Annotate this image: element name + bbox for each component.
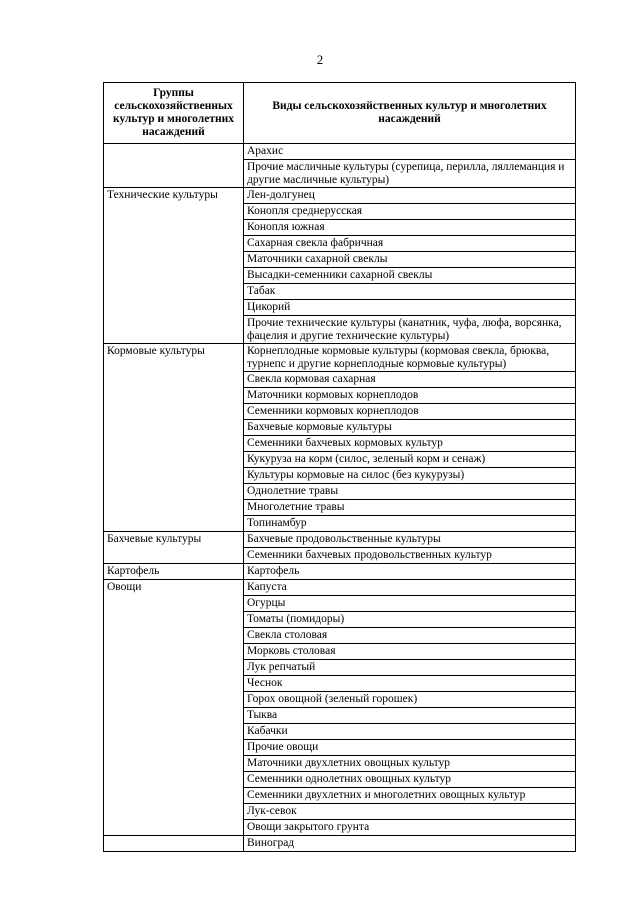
crop-cell: Лен-долгунец bbox=[244, 188, 576, 204]
crop-cell: Топинамбур bbox=[244, 516, 576, 532]
crop-cell: Табак bbox=[244, 284, 576, 300]
crop-cell: Высадки-семенники сахарной свеклы bbox=[244, 268, 576, 284]
crop-cell: Морковь столовая bbox=[244, 644, 576, 660]
table-row bbox=[104, 836, 576, 852]
crop-cell: Бахчевые продовольственные культуры bbox=[244, 532, 576, 548]
crop-cell: Огурцы bbox=[244, 596, 576, 612]
crop-cell: Конопля среднерусская bbox=[244, 204, 576, 220]
table-row bbox=[104, 532, 576, 548]
crop-cell: Многолетние травы bbox=[244, 500, 576, 516]
crop-cell: Культуры кормовые на силос (без кукурузы) bbox=[244, 468, 576, 484]
crop-cell: Лук репчатый bbox=[244, 660, 576, 676]
group-cell: Кормовые культуры bbox=[104, 344, 244, 532]
crop-cell: Бахчевые кормовые культуры bbox=[244, 420, 576, 436]
crop-cell: Овощи закрытого грунта bbox=[244, 820, 576, 836]
crop-cell: Прочие овощи bbox=[244, 740, 576, 756]
crop-cell: Семенники однолетних овощных культур bbox=[244, 772, 576, 788]
group-cell: Бахчевые культуры bbox=[104, 532, 244, 564]
table-row bbox=[104, 144, 576, 160]
crop-cell: Корнеплодные кормовые культуры (кормовая свекла, брюква, турнепс и другие корнеплодные кормовые культуры) bbox=[244, 344, 576, 372]
group-cell: Картофель bbox=[104, 564, 244, 580]
crop-cell: Маточники двухлетних овощных культур bbox=[244, 756, 576, 772]
crop-cell: Свекла кормовая сахарная bbox=[244, 372, 576, 388]
crop-cell: Семенники бахчевых продовольственных культур bbox=[244, 548, 576, 564]
crop-cell: Свекла столовая bbox=[244, 628, 576, 644]
table-row bbox=[104, 188, 576, 204]
crop-cell: Арахис bbox=[244, 144, 576, 160]
table-header-row bbox=[104, 83, 576, 144]
table-row bbox=[104, 344, 576, 372]
header-crop-types: Виды сельскохозяйственных культур и многолетних насаждений bbox=[244, 83, 576, 144]
table-body bbox=[104, 144, 576, 852]
crop-cell: Маточники сахарной свеклы bbox=[244, 252, 576, 268]
crops-table bbox=[103, 82, 576, 852]
crop-cell: Семенники двухлетних и многолетних овощных культур bbox=[244, 788, 576, 804]
group-cell: Овощи bbox=[104, 580, 244, 836]
group-cell bbox=[104, 836, 244, 852]
group-cell: Технические культуры bbox=[104, 188, 244, 344]
crop-cell: Цикорий bbox=[244, 300, 576, 316]
crop-cell: Картофель bbox=[244, 564, 576, 580]
crop-cell: Прочие технические культуры (канатник, чуфа, люфа, ворсянка, фацелия и другие технические культуры) bbox=[244, 316, 576, 344]
crop-cell: Кабачки bbox=[244, 724, 576, 740]
crop-cell: Горох овощной (зеленый горошек) bbox=[244, 692, 576, 708]
group-cell bbox=[104, 144, 244, 188]
crop-cell: Семенники бахчевых кормовых культур bbox=[244, 436, 576, 452]
crop-cell: Виноград bbox=[244, 836, 576, 852]
table-row bbox=[104, 564, 576, 580]
crop-cell: Тыква bbox=[244, 708, 576, 724]
crop-cell: Чеснок bbox=[244, 676, 576, 692]
crop-cell: Капуста bbox=[244, 580, 576, 596]
page-number: 2 bbox=[316, 52, 324, 67]
crop-cell: Маточники кормовых корнеплодов bbox=[244, 388, 576, 404]
header-groups: Группы сельскохозяйственных культур и многолетних насаждений bbox=[104, 83, 244, 144]
crop-cell: Семенники кормовых корнеплодов bbox=[244, 404, 576, 420]
crop-cell: Однолетние травы bbox=[244, 484, 576, 500]
crop-cell: Конопля южная bbox=[244, 220, 576, 236]
crop-cell: Томаты (помидоры) bbox=[244, 612, 576, 628]
table-row bbox=[104, 580, 576, 596]
crop-cell: Лук-севок bbox=[244, 804, 576, 820]
crop-cell: Прочие масличные культуры (сурепица, перилла, ляллеманция и другие масличные культуры) bbox=[244, 160, 576, 188]
crop-cell: Кукуруза на корм (силос, зеленый корм и сенаж) bbox=[244, 452, 576, 468]
crop-cell: Сахарная свекла фабричная bbox=[244, 236, 576, 252]
